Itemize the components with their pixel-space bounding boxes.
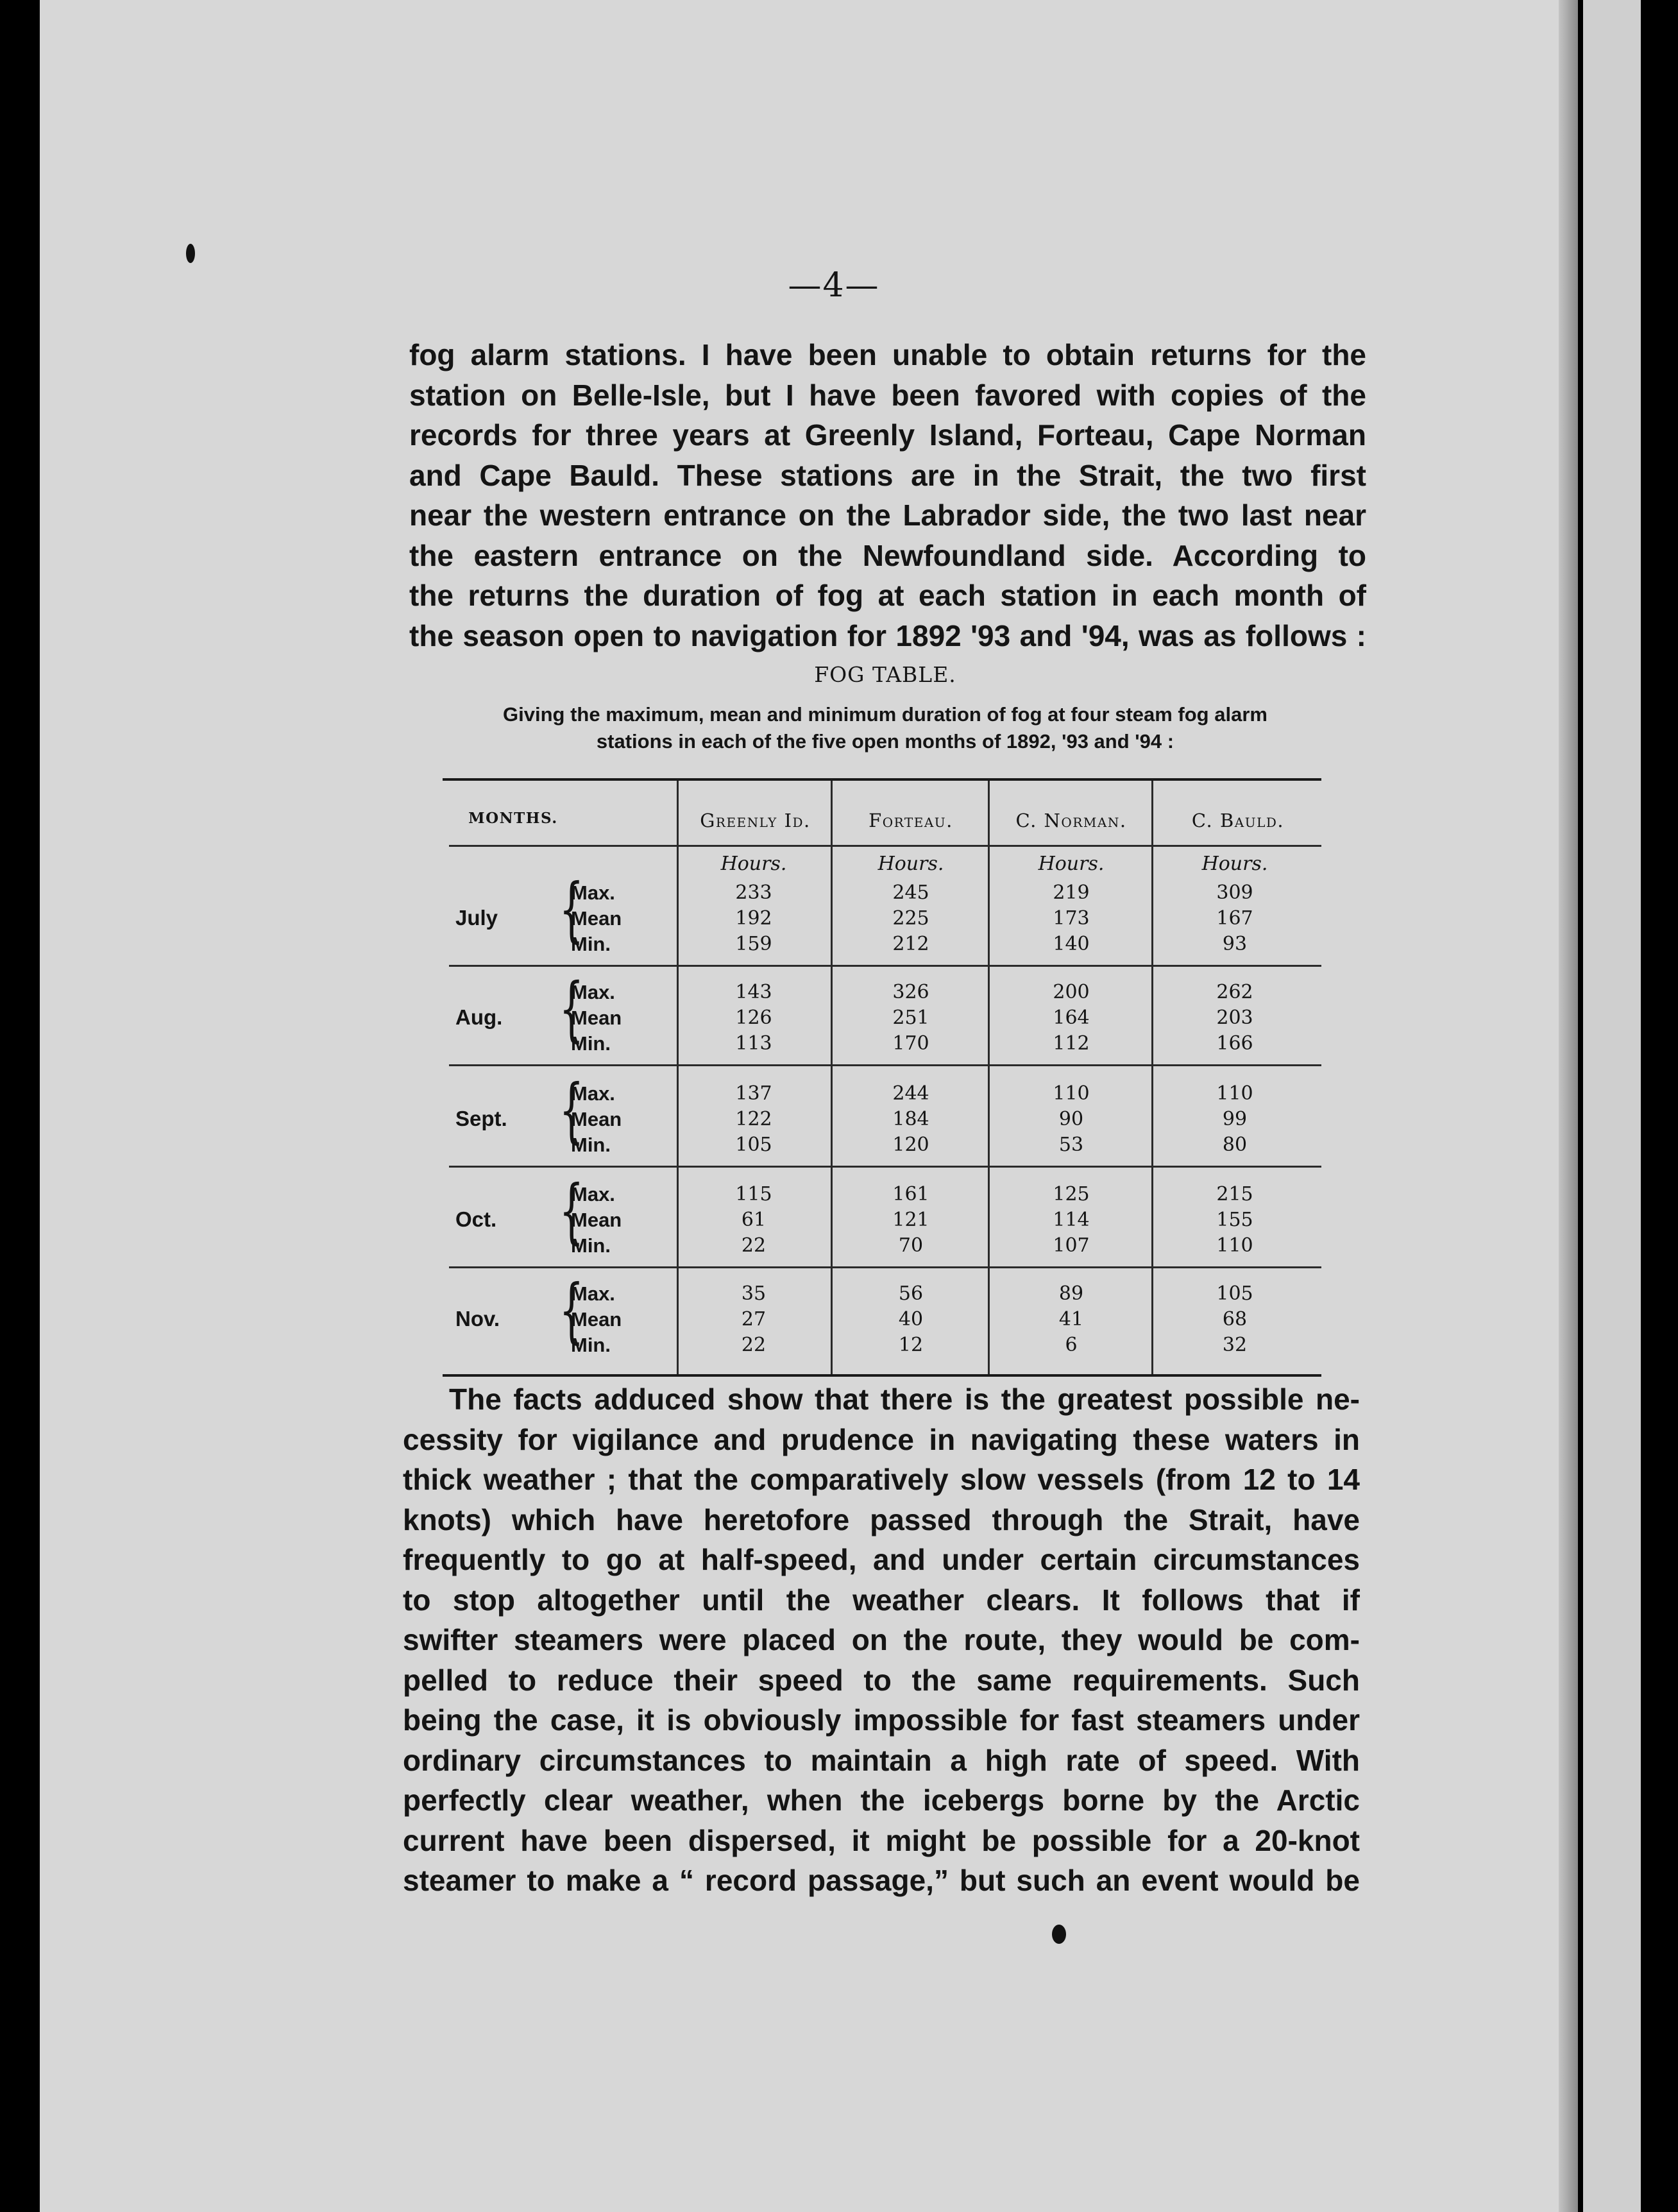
caption-line: Giving the maximum, mean and minimum duration of fog at four steam fog alarm — [503, 703, 1267, 726]
table-cell: 161 — [892, 1183, 929, 1205]
text-line: frequently to go at half-speed, and under certain circumstances — [403, 1543, 1360, 1576]
text-line: the eastern entrance on the Newfoundland side. According to — [409, 538, 1366, 572]
text-line: swifter steamers were placed on the route, they would be com- — [403, 1623, 1360, 1656]
text-line: and Cape Bauld. These stations are in the Strait, the two first — [409, 458, 1366, 492]
page-number: —4— — [788, 266, 880, 305]
table-cell: 164 — [1053, 1007, 1090, 1029]
table-cell: 159 — [735, 933, 772, 955]
table-cell: 68 — [1222, 1308, 1248, 1331]
column-rule — [1151, 781, 1153, 1374]
station-header-c-norman: C. Norman. — [1015, 810, 1127, 831]
text-line: being the case, it is obviously impossible for fast steamers under — [403, 1703, 1360, 1737]
table-cell: 203 — [1216, 1007, 1253, 1029]
table-cell: 225 — [892, 907, 929, 930]
text-line: thick weather ; that the comparatively slow vessels (from 12 to 14 — [403, 1463, 1360, 1496]
table-caption — [404, 701, 1366, 755]
table-cell: 56 — [898, 1282, 924, 1305]
table-cell: 126 — [735, 1007, 772, 1029]
station-header-greenly: Greenly Id. — [700, 810, 811, 831]
adjacent-page-edge — [1583, 0, 1641, 2212]
text-line: to stop altogether until the weather clears. It follows that if — [403, 1583, 1360, 1617]
table-cell: 22 — [741, 1334, 767, 1356]
table-cell: 120 — [892, 1134, 929, 1156]
table-cell: 140 — [1053, 933, 1090, 955]
stat-label: Max. — [571, 981, 615, 1003]
text-line: ordinary circumstances to maintain a high rate of speed. With — [403, 1743, 1360, 1777]
table-cell: 245 — [892, 881, 929, 904]
brace-glyph: { — [559, 1170, 584, 1252]
table-cell: 12 — [898, 1334, 924, 1356]
table-cell: 167 — [1216, 907, 1253, 930]
table-title: FOG TABLE. — [814, 662, 956, 687]
table-cell: 262 — [1216, 981, 1253, 1003]
text-line: current have been dispersed, it might be possible for a 20-knot — [403, 1823, 1360, 1857]
text-line: the season open to navigation for 1892 '93 and '94, was as follows : — [409, 618, 1366, 652]
table-cell: 155 — [1216, 1209, 1253, 1231]
table-cell: 41 — [1058, 1308, 1084, 1331]
text-line: knots) which have heretofore passed through the Strait, have — [403, 1502, 1360, 1536]
column-rule — [988, 781, 990, 1374]
stat-label: Min. — [571, 1234, 611, 1257]
table-cell: 6 — [1065, 1334, 1078, 1356]
stat-label: Min. — [571, 933, 611, 955]
table-cell: 212 — [892, 933, 929, 955]
table-cell: 61 — [741, 1209, 767, 1231]
months-header: MONTHS. — [468, 810, 558, 827]
table-cell: 107 — [1053, 1234, 1090, 1257]
table-cell: 113 — [735, 1032, 772, 1055]
text-line: records for three years at Greenly Island, Forteau, Cape Norman — [409, 418, 1366, 452]
stat-label: Mean — [571, 1209, 622, 1231]
caption-line: stations in each of the five open months of 1892, '93 and '94 : — [596, 730, 1174, 753]
table-cell: 309 — [1216, 881, 1253, 904]
month-label: Aug. — [455, 1005, 503, 1029]
table-cell: 32 — [1222, 1334, 1248, 1356]
row-rule — [449, 1064, 1321, 1066]
fog-table — [443, 778, 1321, 1377]
text-line: pelled to reduce their speed to the same requirements. Such — [403, 1663, 1360, 1697]
table-cell: 170 — [892, 1032, 929, 1055]
text-line: fog alarm stations. I have been unable to obtain returns for the — [409, 338, 1366, 371]
scan-speck — [186, 244, 195, 263]
stat-label: Min. — [571, 1032, 611, 1055]
units-greenly: Hours. — [720, 853, 787, 875]
table-cell: 112 — [1053, 1032, 1090, 1055]
month-label: Nov. — [455, 1307, 500, 1331]
table-cell: 173 — [1053, 907, 1090, 930]
station-header-forteau: Forteau. — [869, 810, 953, 831]
table-cell: 122 — [735, 1108, 772, 1130]
table-cell: 143 — [735, 981, 772, 1003]
text-line: perfectly clear weather, when the icebergs borne by the Arctic — [403, 1783, 1360, 1817]
table-cell: 326 — [892, 981, 929, 1003]
table-cell: 215 — [1216, 1183, 1253, 1205]
table-cell: 200 — [1053, 981, 1090, 1003]
table-cell: 27 — [741, 1308, 767, 1331]
units-c-bauld: Hours. — [1201, 853, 1268, 875]
stat-label: Mean — [571, 1007, 622, 1029]
table-cell: 70 — [898, 1234, 924, 1257]
table-cell: 80 — [1222, 1134, 1248, 1156]
brace-glyph: { — [559, 868, 584, 950]
table-cell: 251 — [892, 1007, 929, 1029]
table-cell: 184 — [892, 1108, 929, 1130]
month-label: Oct. — [455, 1207, 497, 1231]
brace-glyph: { — [559, 967, 584, 1050]
table-cell: 233 — [735, 881, 772, 904]
text-line: near the western entrance on the Labrador side, the two last near — [409, 498, 1366, 532]
brace-glyph: { — [559, 1069, 584, 1151]
header-rule — [449, 845, 1321, 847]
table-cell: 121 — [892, 1209, 929, 1231]
table-cell: 166 — [1216, 1032, 1253, 1055]
table-cell: 89 — [1058, 1282, 1084, 1305]
table-cell: 40 — [898, 1308, 924, 1331]
month-label: July — [455, 906, 498, 930]
table-cell: 244 — [892, 1082, 929, 1105]
table-cell: 93 — [1222, 933, 1248, 955]
table-cell: 114 — [1053, 1209, 1090, 1231]
stat-label: Min. — [571, 1134, 611, 1156]
table-cell: 90 — [1058, 1108, 1084, 1130]
table-cell: 99 — [1222, 1108, 1248, 1130]
stat-label: Min. — [571, 1334, 611, 1356]
table-cell: 53 — [1058, 1134, 1084, 1156]
table-cell: 125 — [1053, 1183, 1090, 1205]
text-line: steamer to make a “ record passage,” but such an event would be — [403, 1864, 1360, 1897]
table-cell: 192 — [735, 907, 772, 930]
text-line: cessity for vigilance and prudence in navigating these waters in — [403, 1422, 1360, 1456]
table-cell: 35 — [741, 1282, 767, 1305]
stat-label: Max. — [571, 1183, 615, 1205]
table-cell: 110 — [1216, 1234, 1253, 1257]
stat-label: Max. — [571, 1282, 615, 1305]
stat-label: Max. — [571, 1082, 615, 1105]
intro-paragraph — [409, 335, 1366, 656]
text-line: station on Belle-Isle, but I have been favored with copies of the — [409, 378, 1366, 412]
row-rule — [449, 1166, 1321, 1168]
column-rule — [831, 781, 833, 1374]
scan-speck — [1052, 1925, 1066, 1944]
text-line: The facts adduced show that there is the greatest possible ne- — [449, 1382, 1360, 1416]
page-gutter-shadow — [1559, 0, 1578, 2212]
column-rule — [677, 781, 679, 1374]
stat-label: Mean — [571, 1108, 622, 1130]
table-cell: 110 — [1216, 1082, 1253, 1105]
stat-label: Max. — [571, 881, 615, 904]
table-cell: 110 — [1053, 1082, 1090, 1105]
stat-label: Mean — [571, 1308, 622, 1331]
table-cell: 115 — [735, 1183, 772, 1205]
units-c-norman: Hours. — [1038, 853, 1105, 875]
table-cell: 137 — [735, 1082, 772, 1105]
month-label: Sept. — [455, 1107, 507, 1130]
row-rule — [449, 965, 1321, 967]
brace-glyph: { — [559, 1269, 584, 1351]
station-header-c-bauld: C. Bauld. — [1191, 810, 1285, 831]
table-cell: 105 — [1216, 1282, 1253, 1305]
table-cell: 219 — [1053, 881, 1090, 904]
facts-paragraph — [403, 1379, 1360, 1901]
table-cell: 22 — [741, 1234, 767, 1257]
stat-label: Mean — [571, 907, 622, 930]
row-rule — [449, 1266, 1321, 1268]
text-line: the returns the duration of fog at each station in each month of — [409, 579, 1366, 612]
table-cell: 105 — [735, 1134, 772, 1156]
units-forteau: Hours. — [877, 853, 944, 875]
